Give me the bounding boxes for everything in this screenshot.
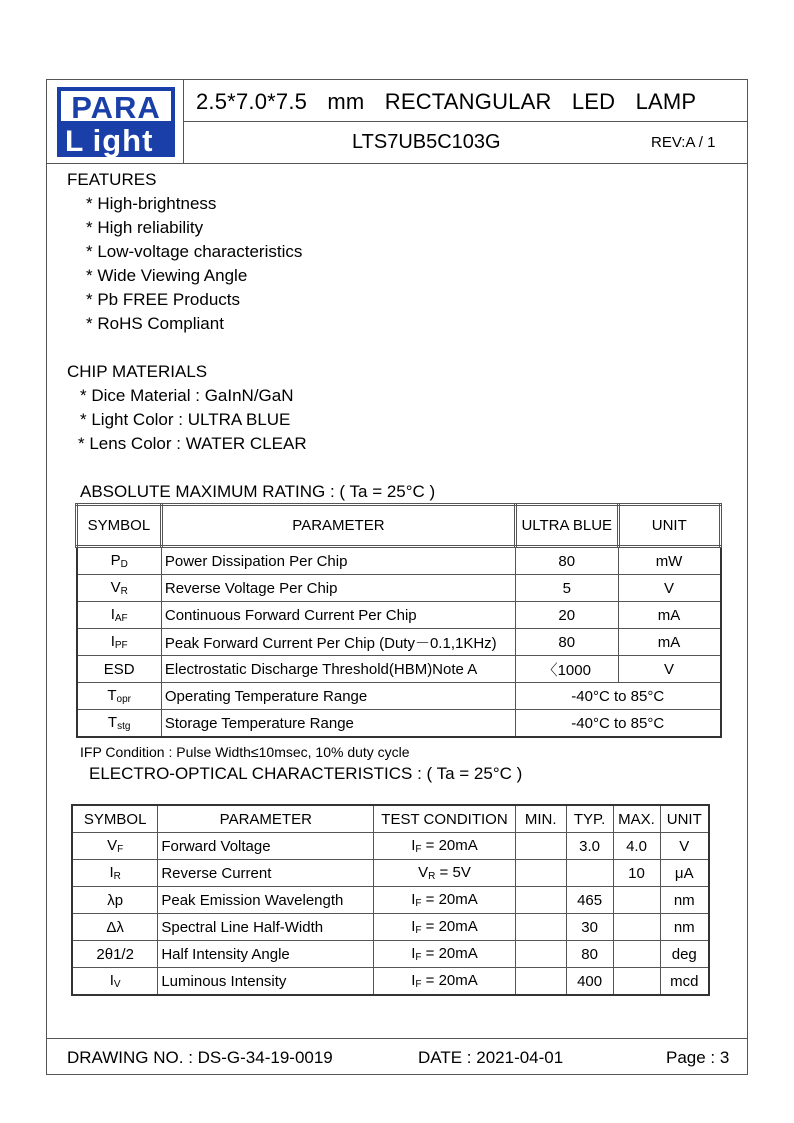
value-cell: 20	[515, 602, 618, 629]
max-cell: 10	[613, 860, 660, 887]
condition-value: = 5V	[435, 864, 471, 881]
table-row	[77, 710, 721, 738]
parameter-cell: Peak Emission Wavelength	[158, 887, 374, 914]
min-cell	[515, 860, 566, 887]
logo-top-text: PARA	[71, 90, 161, 125]
unit-cell: μA	[660, 860, 709, 887]
feature-item: * High reliability	[86, 218, 204, 237]
typ-cell	[566, 860, 613, 887]
header-cell: TYP.	[566, 805, 613, 833]
page-number: Page : 3	[666, 1048, 730, 1067]
unit-cell: mA	[618, 602, 720, 629]
symbol-text: V	[110, 579, 121, 596]
symbol-cell	[77, 683, 162, 710]
min-cell	[515, 941, 566, 968]
table-row	[72, 833, 709, 860]
table-row	[77, 683, 721, 710]
min-cell	[515, 887, 566, 914]
typ-cell: 400	[566, 968, 613, 996]
document-date: DATE : 2021-04-01	[418, 1048, 564, 1067]
table-row	[72, 887, 709, 914]
header-cell: PARAMETER	[158, 805, 374, 833]
test-condition-cell	[374, 860, 516, 887]
revision: REV:A / 1	[651, 134, 716, 151]
table-row	[72, 968, 709, 996]
symbol-text: I	[110, 606, 115, 623]
table-row	[77, 602, 721, 629]
parameter-cell: Operating Temperature Range	[161, 683, 515, 710]
para-light-logo	[57, 87, 175, 157]
symbol-cell	[77, 602, 162, 629]
max-cell: 4.0	[613, 833, 660, 860]
header-cell: TEST CONDITION	[374, 805, 516, 833]
symbol-cell	[72, 860, 158, 887]
symbol-subscript: R	[113, 871, 121, 882]
symbol-text: Δλ	[106, 918, 124, 936]
electro-optical-heading: ELECTRO-OPTICAL CHARACTERISTICS : ( Ta = 25°C )	[89, 764, 523, 783]
header-cell: UNIT	[660, 805, 709, 833]
table-row	[77, 656, 721, 683]
value-cell: 80	[515, 629, 618, 656]
unit-cell: nm	[660, 887, 709, 914]
feature-item: * Pb FREE Products	[86, 290, 241, 309]
abs-max-heading: ABSOLUTE MAXIMUM RATING : ( Ta = 25°C )	[80, 482, 436, 501]
table-row	[72, 914, 709, 941]
condition-value: = 20mA	[421, 891, 478, 908]
condition-value: = 20mA	[421, 945, 478, 962]
header-divider	[183, 121, 748, 122]
condition-subscript: F	[415, 925, 422, 936]
parameter-cell: Peak Forward Current Per Chip (Duty－0.1,1KHz)	[161, 629, 515, 656]
symbol-subscript: AF	[114, 613, 128, 624]
test-condition-cell	[374, 914, 516, 941]
parameter-cell: Luminous Intensity	[158, 968, 374, 996]
symbol-cell	[72, 833, 158, 860]
symbol-subscript: PF	[114, 640, 128, 651]
parameter-cell: Reverse Voltage Per Chip	[161, 575, 515, 602]
symbol-subscript: opr	[116, 694, 131, 705]
condition-subscript: F	[415, 952, 422, 963]
logo-divider	[183, 79, 184, 163]
parameter-cell: Power Dissipation Per Chip	[161, 547, 515, 575]
part-number: LTS7UB5C103G	[352, 131, 501, 153]
value-cell: 〈1000	[515, 656, 618, 683]
condition-subscript: F	[415, 844, 422, 855]
symbol-text: I	[109, 864, 114, 881]
header-cell: MIN.	[515, 805, 566, 833]
value-cell: 5	[515, 575, 618, 602]
condition-value: = 20mA	[421, 972, 478, 989]
document-title: 2.5*7.0*7.5 mm RECTANGULAR LED LAMP	[196, 89, 697, 114]
chip-materials-heading: CHIP MATERIALS	[67, 362, 208, 381]
feature-item: * High-brightness	[86, 194, 217, 213]
parameter-cell: Storage Temperature Range	[161, 710, 515, 738]
header-cell: ULTRA BLUE	[515, 505, 618, 547]
typ-cell: 80	[566, 941, 613, 968]
symbol-subscript: F	[117, 844, 124, 855]
condition-value: = 20mA	[421, 837, 478, 854]
symbol-subscript: D	[120, 559, 128, 570]
max-cell	[613, 914, 660, 941]
min-cell	[515, 968, 566, 996]
header-cell: UNIT	[618, 505, 720, 547]
symbol-text: I	[109, 972, 114, 989]
min-cell	[515, 833, 566, 860]
max-cell	[613, 887, 660, 914]
symbol-text: ESD	[103, 660, 135, 678]
table-header-row	[77, 505, 721, 547]
symbol-cell	[77, 656, 162, 683]
unit-cell: deg	[660, 941, 709, 968]
header-cell: SYMBOL	[72, 805, 158, 833]
logo-bottom-text: ight	[92, 123, 154, 157]
symbol-text: V	[107, 837, 118, 854]
unit-cell: V	[660, 833, 709, 860]
symbol-cell	[77, 629, 162, 656]
unit-cell: nm	[660, 914, 709, 941]
symbol-subscript: stg	[117, 721, 131, 732]
range-cell: -40°C to 85°C	[515, 683, 720, 710]
condition-symbol: I	[411, 972, 416, 989]
table-row	[77, 547, 721, 575]
condition-subscript: R	[428, 871, 436, 882]
max-cell	[613, 968, 660, 996]
condition-value: = 20mA	[421, 918, 478, 935]
feature-item: * Wide Viewing Angle	[86, 266, 248, 285]
test-condition-cell	[374, 968, 516, 996]
symbol-text: T	[107, 714, 118, 731]
typ-cell: 3.0	[566, 833, 613, 860]
logo-l-text: L	[65, 125, 84, 157]
header-cell: SYMBOL	[77, 505, 162, 547]
parameter-cell: Reverse Current	[158, 860, 374, 887]
range-cell: -40°C to 85°C	[515, 710, 720, 738]
table-header-row	[72, 805, 709, 833]
symbol-cell	[77, 547, 162, 575]
symbol-text: T	[107, 687, 117, 704]
ifp-note: IFP Condition : Pulse Width≤10msec, 10% duty cycle	[80, 744, 410, 760]
test-condition-cell	[374, 887, 516, 914]
symbol-cell	[72, 941, 158, 968]
table-row	[77, 575, 721, 602]
chip-material-item: * Light Color : ULTRA BLUE	[80, 410, 291, 429]
parameter-cell: Forward Voltage	[158, 833, 374, 860]
parameter-cell: Continuous Forward Current Per Chip	[161, 602, 515, 629]
unit-cell: mA	[618, 629, 720, 656]
symbol-text: P	[110, 552, 121, 569]
test-condition-cell	[374, 833, 516, 860]
condition-subscript: F	[415, 898, 422, 909]
symbol-subscript: R	[120, 586, 128, 597]
abs-max-table	[75, 503, 722, 738]
header-cell: PARAMETER	[161, 505, 515, 547]
unit-cell: V	[618, 575, 720, 602]
min-cell	[515, 914, 566, 941]
drawing-number: DRAWING NO. : DS-G-34-19-0019	[67, 1048, 333, 1067]
parameter-cell: Half Intensity Angle	[158, 941, 374, 968]
symbol-cell	[72, 914, 158, 941]
parameter-cell: Spectral Line Half-Width	[158, 914, 374, 941]
max-cell	[613, 941, 660, 968]
condition-symbol: I	[411, 918, 416, 935]
condition-symbol: I	[411, 945, 416, 962]
condition-symbol: V	[418, 864, 429, 881]
symbol-cell	[77, 575, 162, 602]
condition-symbol: I	[411, 891, 416, 908]
typ-cell: 465	[566, 887, 613, 914]
symbol-text: I	[110, 633, 115, 650]
table-row	[77, 629, 721, 656]
condition-subscript: F	[415, 979, 422, 990]
unit-cell: V	[618, 656, 720, 683]
symbol-text: λp	[107, 891, 124, 909]
table-row	[72, 860, 709, 887]
unit-cell: mcd	[660, 968, 709, 996]
symbol-cell	[72, 887, 158, 914]
footer-line	[46, 1038, 748, 1039]
header-bottom-line	[46, 163, 748, 164]
unit-cell: mW	[618, 547, 720, 575]
chip-material-item: * Dice Material : GaInN/GaN	[80, 386, 294, 405]
condition-symbol: I	[411, 837, 416, 854]
feature-item: * Low-voltage characteristics	[86, 242, 303, 261]
chip-material-item: * Lens Color : WATER CLEAR	[78, 434, 307, 453]
symbol-cell	[72, 968, 158, 996]
header-cell: MAX.	[613, 805, 660, 833]
value-cell: 80	[515, 547, 618, 575]
symbol-cell	[77, 710, 162, 738]
electro-optical-table	[71, 804, 710, 996]
features-heading: FEATURES	[67, 170, 157, 189]
parameter-cell: Electrostatic Discharge Threshold(HBM)Note A	[161, 656, 515, 683]
feature-item: * RoHS Compliant	[86, 314, 224, 333]
symbol-text: 2θ1/2	[96, 945, 134, 963]
table-row	[72, 941, 709, 968]
symbol-subscript: V	[113, 979, 121, 990]
test-condition-cell	[374, 941, 516, 968]
typ-cell: 30	[566, 914, 613, 941]
